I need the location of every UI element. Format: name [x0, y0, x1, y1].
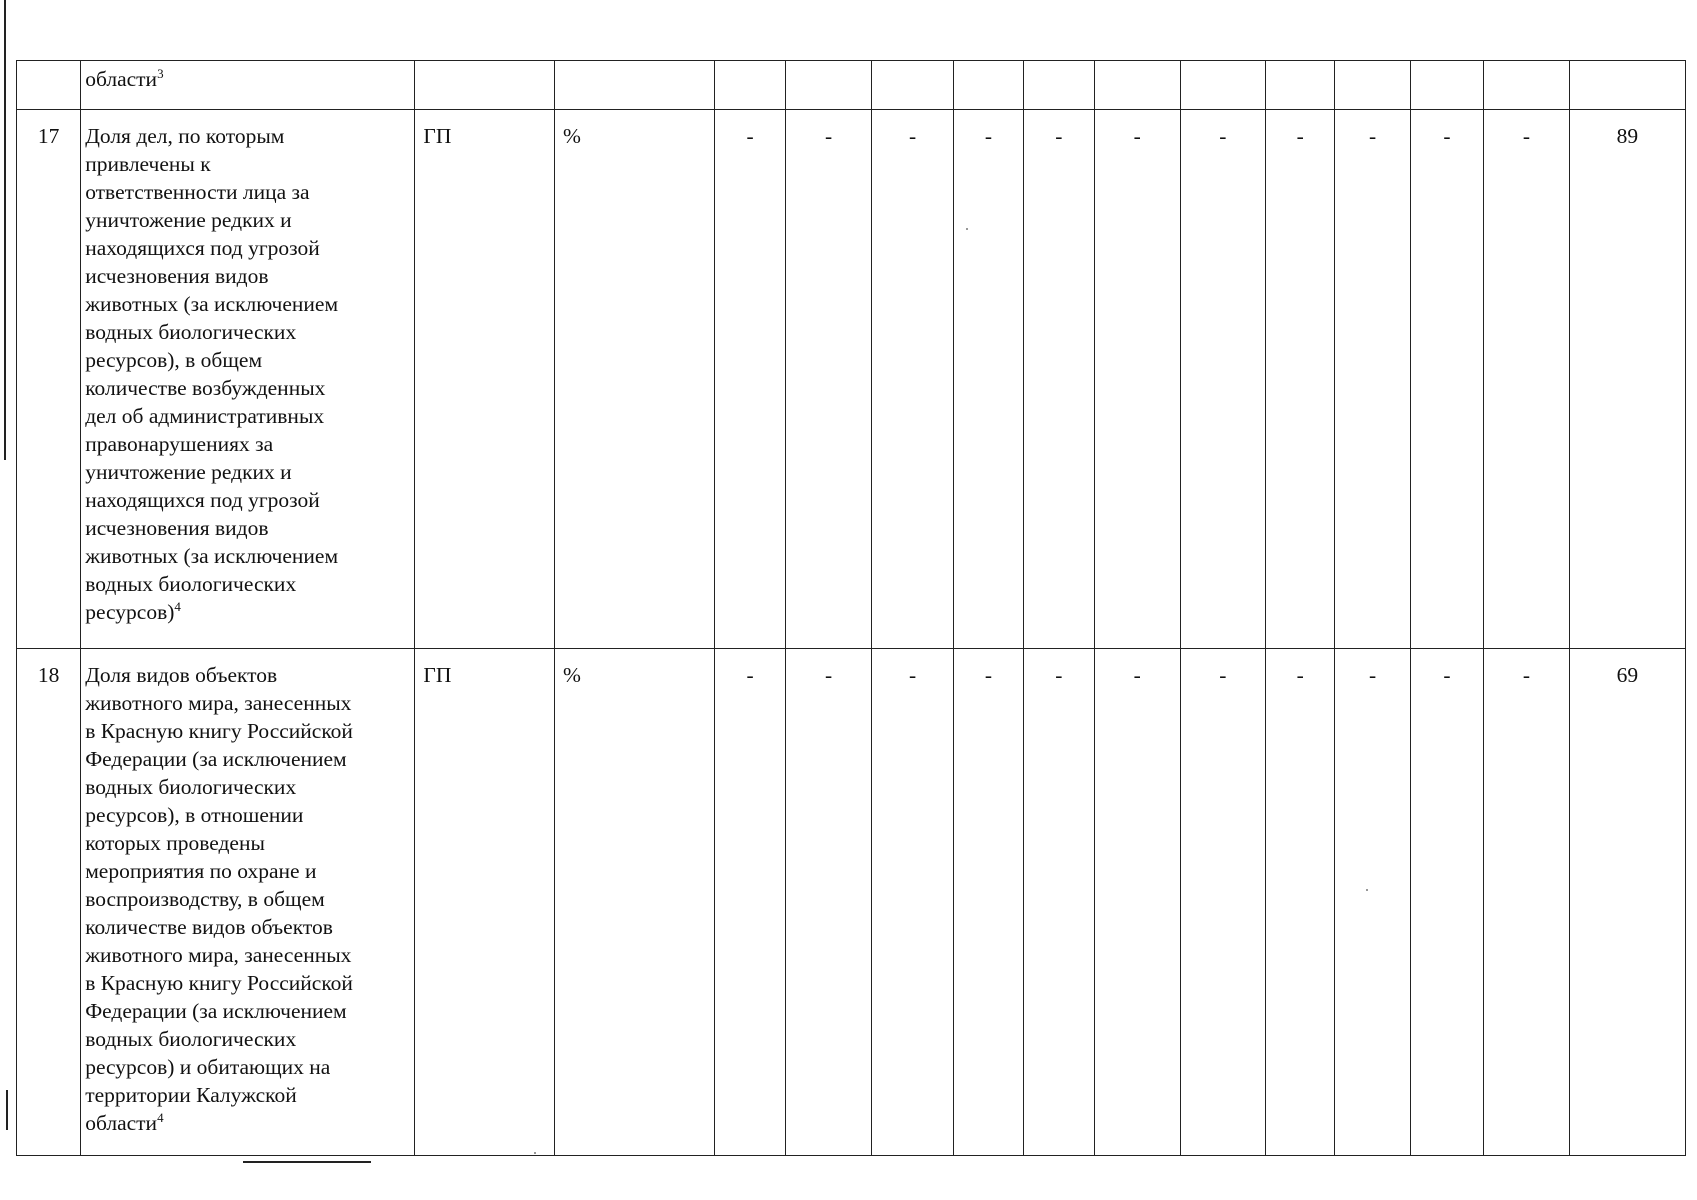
- footnote-separator: [243, 1161, 371, 1163]
- row-number: 17: [17, 110, 81, 649]
- desc-line: ресурсов), в общем: [85, 348, 263, 372]
- indicator-description: [81, 110, 415, 649]
- value-dash: -: [1410, 110, 1483, 649]
- scan-speck: [534, 1152, 536, 1154]
- value-dash: -: [1180, 110, 1266, 649]
- table-row: [17, 110, 1686, 649]
- desc-line: в Красную книгу Российской: [85, 971, 353, 995]
- desc-line: исчезновения видов: [85, 516, 269, 540]
- desc-line: в Красную книгу Российской: [85, 719, 353, 743]
- desc-line: водных биологических: [85, 1027, 297, 1051]
- desc-line: которых проведены: [85, 831, 265, 855]
- footnote-ref: 4: [174, 598, 181, 614]
- footnote-ref: 4: [157, 1109, 164, 1125]
- value-dash: -: [1094, 110, 1180, 649]
- desc-line: количестве возбужденных: [85, 376, 326, 400]
- value-dash: -: [786, 110, 872, 649]
- empty-cell: [1023, 61, 1094, 110]
- continuation-text: области: [85, 67, 158, 91]
- empty-cell: [1094, 61, 1180, 110]
- value-dash: -: [871, 649, 954, 1156]
- indicator-type: ГП: [415, 649, 555, 1156]
- target-value: 89: [1569, 110, 1685, 649]
- value-dash: -: [871, 110, 954, 649]
- desc-line: количестве видов объектов: [85, 915, 333, 939]
- desc-line: ресурсов), в отношении: [85, 803, 304, 827]
- empty-cell: [1410, 61, 1483, 110]
- desc-line: ресурсов): [85, 600, 175, 624]
- type-cell-empty: [415, 61, 555, 110]
- empty-cell: [1335, 61, 1410, 110]
- desc-line: Доля видов объектов: [85, 663, 278, 687]
- target-value: 69: [1569, 649, 1685, 1156]
- value-dash: -: [1484, 110, 1570, 649]
- indicators-table: [16, 60, 1686, 1156]
- empty-cell: [954, 61, 1023, 110]
- desc-line: Федерации (за исключением: [85, 999, 347, 1023]
- desc-line: уничтожение редких и: [85, 460, 292, 484]
- desc-line: животных (за исключением: [85, 292, 339, 316]
- desc-line: водных биологических: [85, 775, 297, 799]
- value-dash: -: [714, 649, 785, 1156]
- value-dash: -: [714, 110, 785, 649]
- empty-cell: [1569, 61, 1685, 110]
- table-row: [17, 649, 1686, 1156]
- desc-line: привлечены к: [85, 152, 211, 176]
- value-dash: -: [1335, 649, 1410, 1156]
- unit-of-measure: %: [554, 649, 714, 1156]
- unit-cell-empty: [554, 61, 714, 110]
- continuation-row: [17, 61, 1686, 110]
- desc-line: ответственности лица за: [85, 180, 310, 204]
- empty-cell: [1180, 61, 1266, 110]
- desc-line: животного мира, занесенных: [85, 943, 352, 967]
- value-dash: -: [1266, 110, 1335, 649]
- value-dash: -: [1266, 649, 1335, 1156]
- desc-line: воспроизводству, в общем: [85, 887, 325, 911]
- scan-speck: [1366, 889, 1368, 891]
- desc-line: области: [85, 1111, 158, 1135]
- desc-line: Федерации (за исключением: [85, 747, 347, 771]
- footnote-ref: 3: [157, 65, 164, 81]
- row-number: 18: [17, 649, 81, 1156]
- scan-speck: [966, 228, 968, 230]
- empty-cell: [1266, 61, 1335, 110]
- desc-line: Доля дел, по которым: [85, 124, 285, 148]
- value-dash: -: [954, 110, 1023, 649]
- value-dash: -: [1180, 649, 1266, 1156]
- value-dash: -: [1023, 649, 1094, 1156]
- empty-cell: [714, 61, 785, 110]
- indicator-type: ГП: [415, 110, 555, 649]
- desc-line: территории Калужской: [85, 1083, 297, 1107]
- desc-line: ресурсов) и обитающих на: [85, 1055, 331, 1079]
- value-dash: -: [1335, 110, 1410, 649]
- desc-line: правонарушениях за: [85, 432, 274, 456]
- num-cell-empty: [17, 61, 81, 110]
- desc-line: исчезновения видов: [85, 264, 269, 288]
- empty-cell: [786, 61, 872, 110]
- page-scan-edge: [4, 0, 6, 460]
- desc-line: животного мира, занесенных: [85, 691, 352, 715]
- desc-line: уничтожение редких и: [85, 208, 292, 232]
- desc-line: водных биологических: [85, 320, 297, 344]
- value-dash: -: [1094, 649, 1180, 1156]
- empty-cell: [1484, 61, 1570, 110]
- indicator-description: [81, 649, 415, 1156]
- value-dash: -: [954, 649, 1023, 1156]
- desc-line: животных (за исключением: [85, 544, 339, 568]
- unit-of-measure: %: [554, 110, 714, 649]
- desc-line: мероприятия по охране и: [85, 859, 317, 883]
- desc-line: находящихся под угрозой: [85, 236, 320, 260]
- desc-line: находящихся под угрозой: [85, 488, 320, 512]
- desc-line: водных биологических: [85, 572, 297, 596]
- continuation-desc: [81, 61, 415, 110]
- value-dash: -: [1023, 110, 1094, 649]
- value-dash: -: [786, 649, 872, 1156]
- value-dash: -: [1484, 649, 1570, 1156]
- desc-line: дел об административных: [85, 404, 325, 428]
- page-scan-edge-lower: [6, 1090, 8, 1130]
- value-dash: -: [1410, 649, 1483, 1156]
- empty-cell: [871, 61, 954, 110]
